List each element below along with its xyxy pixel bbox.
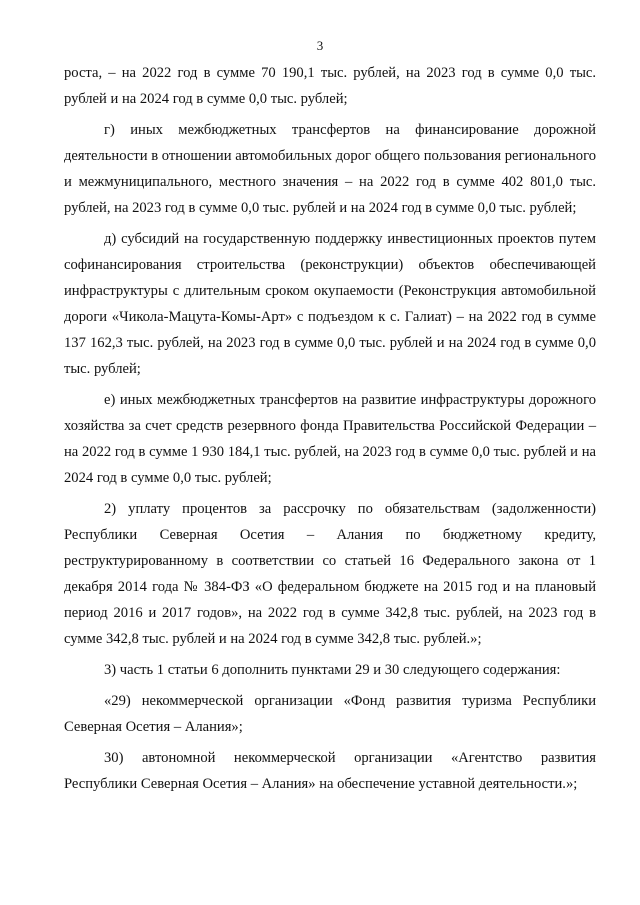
paragraph-item-3: 3) часть 1 статьи 6 дополнить пунктами 29 и 30 следующего содержания: — [104, 662, 561, 678]
paragraph-item-2: 2) уплату процентов за рассрочку по обязательствам (задолженности) Республики Северная Осетия – Алания по бюджетному кредиту, реструктурированному в соответствии со статьей 16 Федерального закона от 1 декабря 2014 года № 384-ФЗ «О федеральном бюджете на 2015 год и на плановый период 2016 и 2017 годов», на 2022 год в сумме 342,8 тыс. рублей, на 2023 год в сумме 342,8 тыс. рублей и на 2024 год в сумме 342,8 тыс. рублей.»; — [64, 501, 596, 647]
document-body — [64, 60, 596, 802]
page-number: 3 — [316, 38, 324, 53]
paragraph-item-d: д) субсидий на государственную поддержку инвестиционных проектов путем софинансирования строительства (реконструкции) объектов обеспечивающей инфраструктуры с длительным сроком окупаемости (Реконструкция автомобильной дороги «Чикола-Мацута-Комы-Арт» с подъездом к с. Галиат) – на 2022 год в сумме 137 162,3 тыс. рублей, на 2023 год в сумме 0,0 тыс. рублей и на 2024 год в сумме 0,0 тыс. рублей; — [64, 231, 596, 377]
paragraph-item-29: «29) некоммерческой организации «Фонд развития туризма Республики Северная Осетия – Алания»; — [64, 693, 596, 735]
paragraph-continuation: роста, – на 2022 год в сумме 70 190,1 тыс. рублей, на 2023 год в сумме 0,0 тыс. рублей и на 2024 год в сумме 0,0 тыс. рублей; — [64, 65, 596, 107]
paragraph-item-g: г) иных межбюджетных трансфертов на финансирование дорожной деятельности в отношении автомобильных дорог общего пользования регионального и межмуниципального, местного значения – на 2022 год в сумме 402 801,0 тыс. рублей, на 2023 год в сумме 0,0 тыс. рублей и на 2024 год в сумме 0,0 тыс. рублей; — [64, 122, 596, 216]
paragraph-item-30: 30) автономной некоммерческой организации «Агентство развития Республики Северная Осетия – Алания» на обеспечение уставной деятельности.»; — [64, 750, 596, 792]
paragraph-item-e: е) иных межбюджетных трансфертов на развитие инфраструктуры дорожного хозяйства за счет средств резервного фонда Правительства Российской Федерации – на 2022 год в сумме 1 930 184,1 тыс. рублей, на 2023 год в сумме 0,0 тыс. рублей и на 2024 год в сумме 0,0 тыс. рублей; — [64, 392, 596, 486]
